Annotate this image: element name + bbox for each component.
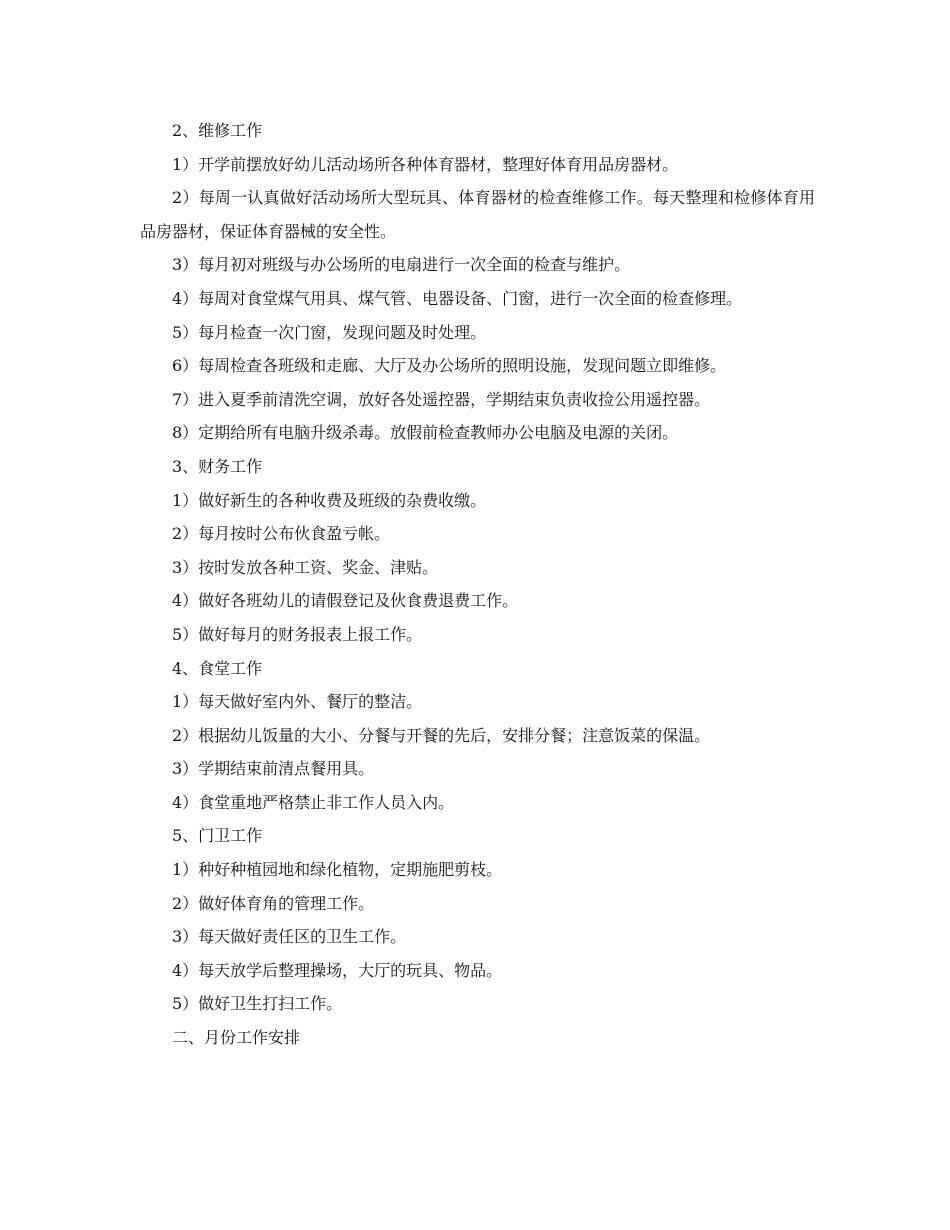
list-item: 5）每月检查一次门窗，发现问题及时处理。 <box>172 322 487 342</box>
list-item: 1）做好新生的各种收费及班级的杂费收缴。 <box>172 490 487 510</box>
list-item: 1）每天做好室内外、餐厅的整洁。 <box>172 692 423 712</box>
list-item: 8）定期给所有电脑升级杀毒。放假前检查教师办公电脑及电源的关闭。 <box>172 423 679 443</box>
list-item: 2）根据幼儿饭量的大小、分餐与开餐的先后，安排分餐；注意饭菜的保温。 <box>172 725 711 745</box>
list-item: 5）做好每月的财务报表上报工作。 <box>172 624 423 644</box>
list-item: 5）做好卫生打扫工作。 <box>172 994 343 1014</box>
list-item: 1）开学前摆放好幼儿活动场所各种体育器材，整理好体育用品房器材。 <box>172 154 679 174</box>
section-heading-guard: 5、门卫工作 <box>172 826 263 846</box>
list-item: 4）每天放学后整理操场，大厅的玩具、物品。 <box>172 960 503 980</box>
list-item: 3）每天做好责任区的卫生工作。 <box>172 927 407 947</box>
section-heading-canteen: 4、食堂工作 <box>172 658 263 678</box>
list-item: 4）每周对食堂煤气用具、煤气管、电器设备、门窗，进行一次全面的检查修理。 <box>172 288 743 308</box>
list-item: 2）每周一认真做好活动场所大型玩具、体育器材的检查维修工作。每天整理和检修体育用品房器材，保证体育器械的安全性。 <box>140 188 815 241</box>
list-item: 3）学期结束前清点餐用具。 <box>172 759 375 779</box>
list-item: 1）种好种植园地和绿化植物，定期施肥剪枝。 <box>172 860 503 880</box>
list-item: 2）每月按时公布伙食盈亏帐。 <box>172 524 391 544</box>
section-heading-maintenance: 2、维修工作 <box>172 121 263 140</box>
section-heading-monthly-schedule: 二、月份工作安排 <box>172 1028 301 1048</box>
list-item: 3）按时发放各种工资、奖金、津贴。 <box>172 557 439 577</box>
list-item: 2）做好体育角的管理工作。 <box>172 893 375 913</box>
list-item: 7）进入夏季前清洗空调，放好各处遥控器，学期结束负责收捡公用遥控器。 <box>172 389 711 409</box>
section-heading-finance: 3、财务工作 <box>172 456 263 476</box>
list-item: 6）每周检查各班级和走廊、大厅及办公场所的照明设施，发现问题立即维修。 <box>172 356 727 376</box>
list-item: 3）每月初对班级与办公场所的电扇进行一次全面的检查与维护。 <box>172 255 631 275</box>
document-body <box>140 114 815 1055</box>
list-item: 4）做好各班幼儿的请假登记及伙食费退费工作。 <box>172 591 519 611</box>
list-item: 4）食堂重地严格禁止非工作人员入内。 <box>172 792 455 812</box>
